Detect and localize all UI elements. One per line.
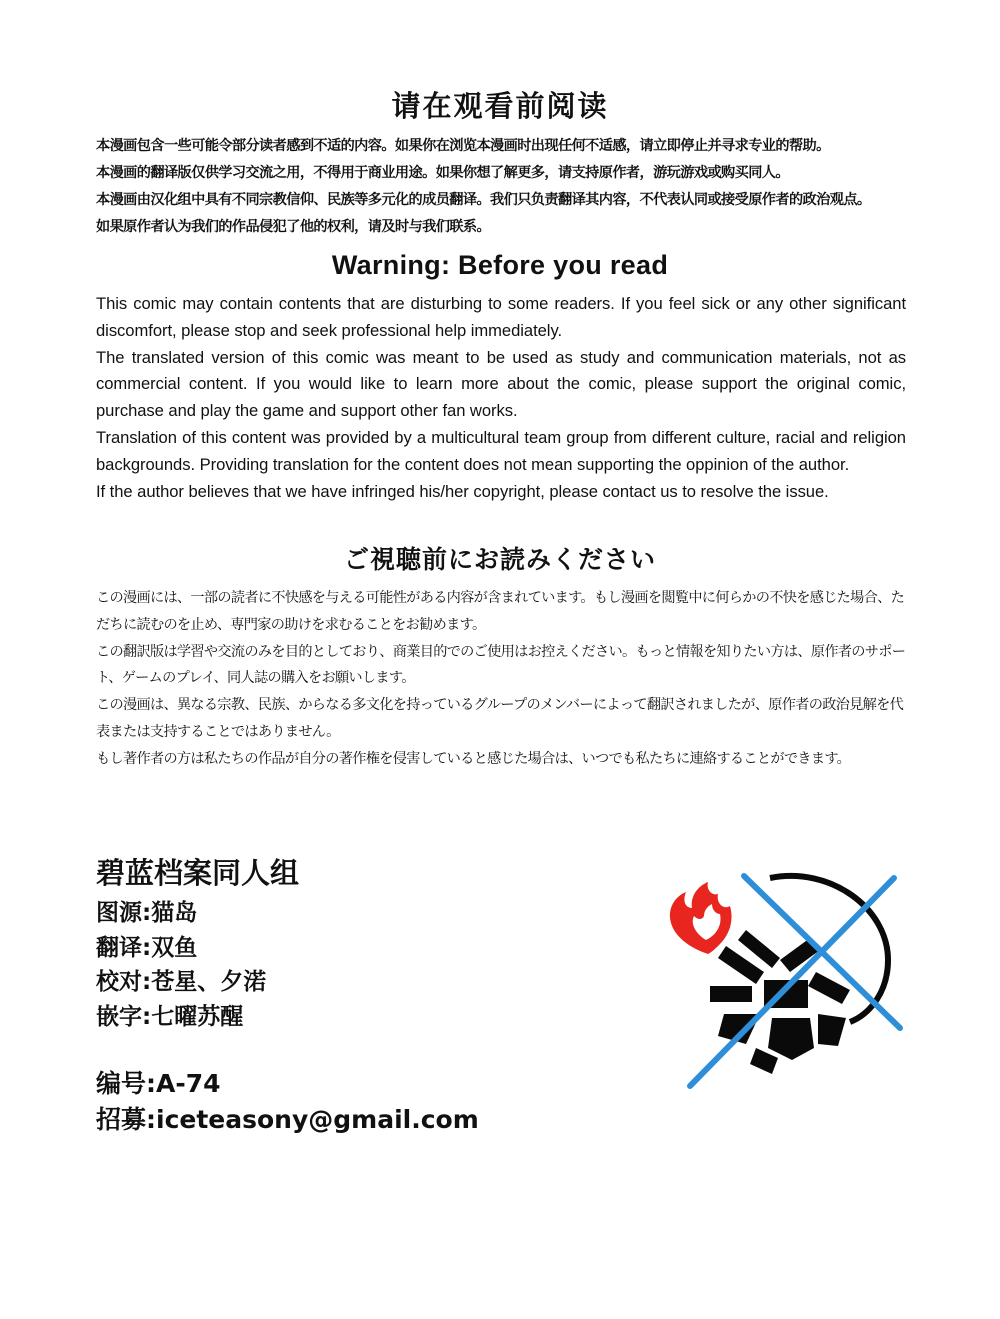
chinese-warning-line: 如果原作者认为我们的作品侵犯了他的权利，请及时与我们联系。 bbox=[96, 219, 491, 235]
chinese-warning-line: 本漫画的翻译版仅供学习交流之用，不得用于商业用途。如果你想了解更多，请支持原作者，游玩游戏或购买同人。 bbox=[96, 165, 789, 181]
chinese-warning-line: 本漫画包含一些可能令部分读者感到不适的内容。如果你在浏览本漫画时出现任何不适感，请立即停止并寻求专业的帮助。 bbox=[96, 138, 830, 154]
japanese-warning-paragraph: この漫画には、一部の読者に不快感を与える可能性がある内容が含まれています。もし漫画を閲覧中に何らかの不快を感じた場合、ただちに読むのを止め、専門家の助けを求むることをお勧めます。 bbox=[96, 590, 905, 633]
credit-translation: 翻译:双鱼 bbox=[96, 934, 198, 961]
japanese-warning-paragraph: この翻訳版は学習や交流のみを目的としており、商業目的でのご使用はお控えください。もっと情報を知りたい方は、原作者のサポート、ゲームのプレイ、同人誌の購入をお願いします。 bbox=[96, 643, 906, 687]
group-name: 碧蓝档案同人组 bbox=[96, 856, 300, 890]
group-logo-icon bbox=[660, 868, 910, 1096]
flame-icon bbox=[670, 882, 732, 954]
credit-source: 图源:猫岛 bbox=[96, 900, 198, 926]
english-warning-title: Warning: Before you read bbox=[331, 250, 669, 280]
english-warning-text bbox=[96, 291, 906, 505]
credits-spacer bbox=[96, 1034, 479, 1066]
japanese-warning-paragraph: この漫画は、異なる宗教、民族、からなる多文化を持っているグループのメンバーによって翻訳されましたが、原作者の政治見解を代表または支持することではありません。 bbox=[96, 697, 904, 740]
recruit-email: 招募:iceteasony@gmail.com bbox=[96, 1105, 479, 1134]
japanese-warning-paragraph: もし著作者の方は私たちの作品が自分の著作権を侵害していると感じた場合は、いつでも私たちに連絡することができます。 bbox=[96, 750, 851, 767]
english-warning-paragraph: This comic may contain contents that are disturbing to some readers. If you feel sick or any other significant discomfort, please stop and seek professional help immediately. bbox=[96, 294, 906, 340]
gear-mark-icon bbox=[710, 930, 850, 1074]
chinese-warning-line: 本漫画由汉化组中具有不同宗教信仰、民族等多元化的成员翻译。我们只负责翻译其内容，不代表认同或接受原作者的政治观点。 bbox=[96, 192, 871, 208]
english-warning-paragraph: If the author believes that we have infringed his/her copyright, please contact us to resolve the issue. bbox=[96, 481, 829, 501]
english-warning-paragraph: Translation of this content was provided by a multicultural team group from different culture, racial and religion backgrounds. Providing translation for the content does not mean supporting the oppinion of the author. bbox=[96, 427, 906, 474]
chinese-warning-text bbox=[96, 133, 916, 241]
japanese-warning-text bbox=[96, 585, 908, 773]
credits-block bbox=[96, 852, 479, 1138]
credit-typesetting: 嵌字:七曜苏醒 bbox=[96, 1003, 244, 1030]
chinese-warning-title: 请在观看前阅读 bbox=[391, 89, 609, 123]
release-number: 编号:A-74 bbox=[96, 1069, 221, 1098]
credit-proofreading: 校对:苍星、夕渃 bbox=[96, 969, 267, 995]
english-warning-paragraph: The translated version of this comic was meant to be used as study and communication materials, not as commercial content. If you would like to learn more about the comic, please support the original comic, purchase and play the game and support other fan works. bbox=[96, 347, 906, 421]
japanese-warning-title: ご視聴前にお読みください bbox=[343, 545, 656, 574]
